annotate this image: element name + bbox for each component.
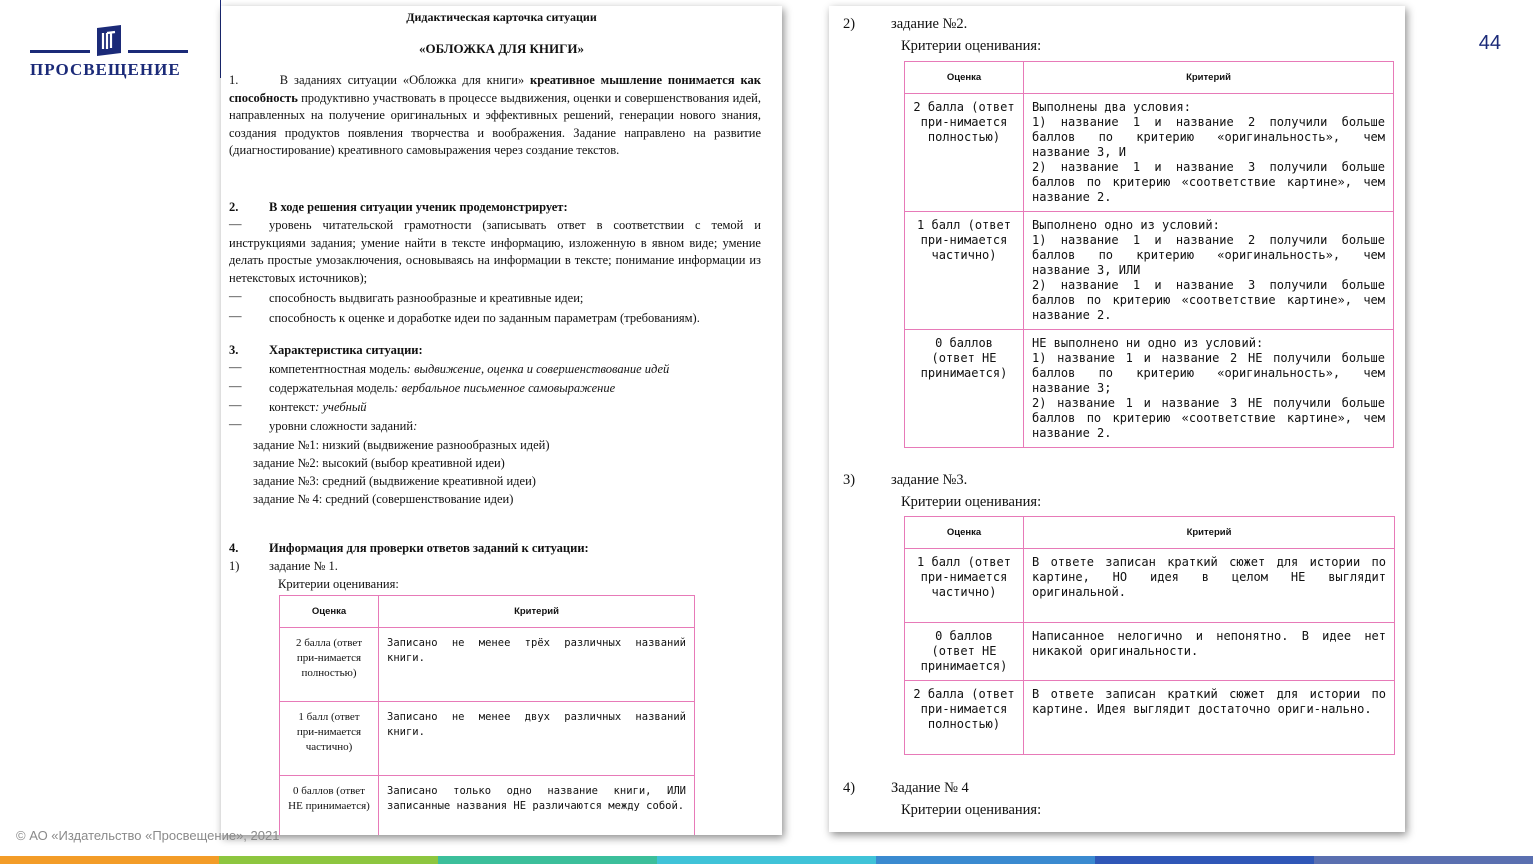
logo-book-icon (94, 24, 124, 58)
section-2-heading: В ходе решения ситуации ученик продемонстрирует: (269, 200, 568, 214)
task-3-criteria-table (904, 516, 1395, 755)
score-cell: 0 баллов (ответ НЕ принимается) (905, 623, 1024, 681)
score-cell: 1 балл (ответ при-нимается частично) (280, 702, 379, 776)
criterion-cell: В ответе записан краткий сюжет для истории по картине, НО идея в целом НЕ выглядит оригинальной. (1024, 549, 1395, 623)
task-3-label: задание №3. (891, 472, 968, 488)
score-cell: 0 баллов (ответ НЕ принимается) (905, 330, 1024, 448)
stripe-segment (657, 856, 876, 864)
section-3-number: 3. (229, 343, 239, 357)
criterion-cell: НЕ выполнено ни одно из условий: 1) название 1 и название 2 НЕ получили больше баллов по критерию «оригинальность», чем название 3; 2) название 1 и название 3 НЕ получили больше баллов по критерию «соответствие картине», чем название 2. (1024, 330, 1394, 448)
task-level-1: задание №1: низкий (выдвижение разнообразных идей) (253, 438, 550, 452)
logo-text: ПРОСВЕЩЕНИЕ (30, 60, 181, 79)
section-4-number: 4. (229, 541, 239, 555)
score-cell: 2 балла (ответ при-нимается полностью) (905, 94, 1024, 212)
stripe-segment (219, 856, 438, 864)
task-2-label: задание №2. (891, 16, 968, 32)
table-row (905, 212, 1394, 330)
task-1-number: 1) (229, 559, 240, 573)
task-level-2: задание №2: высокий (выбор креативной идеи) (253, 456, 505, 470)
card-title: Дидактическая карточка ситуации (406, 10, 597, 24)
section-2-item-2: способность выдвигать разнообразные и креативные идеи; (269, 291, 584, 305)
table-row (280, 776, 695, 836)
document-page-left (221, 6, 782, 835)
section-1-paragraph (229, 72, 761, 160)
criterion-cell: Записано не менее двух различных названий книги. (379, 702, 695, 776)
stripe-segment (438, 856, 657, 864)
criterion-cell: В ответе записан краткий сюжет для истории по картине. Идея выглядит достаточно ориги-нально. (1024, 681, 1395, 755)
criterion-cell: Записано только одно название книги, ИЛИ записанные названия НЕ различаются между собой. (379, 776, 695, 836)
card-subtitle: «ОБЛОЖКА ДЛЯ КНИГИ» (418, 41, 585, 56)
brand-logo (28, 24, 193, 84)
logo-bar-right (128, 50, 188, 53)
section-3-heading: Характеристика ситуации: (269, 343, 423, 357)
table-header-criterion: Критерий (1024, 517, 1395, 549)
page-number: 44 (1478, 32, 1501, 54)
dash-bullet: — (229, 417, 242, 431)
table-header-score: Оценка (280, 596, 379, 628)
section-2-item-3: способность к оценке и доработке идеи по заданным параметрам (требованиям). (269, 311, 700, 325)
footer-color-stripe (0, 856, 1533, 864)
score-cell: 0 баллов (ответ НЕ принимается) (280, 776, 379, 836)
table-row (905, 549, 1395, 623)
criterion-cell: Написанное нелогично и непонятно. В идее нет никакой оригинальности. (1024, 623, 1395, 681)
score-cell: 1 балл (ответ при-нимается частично) (905, 212, 1024, 330)
table-row (280, 628, 695, 702)
table-header-score: Оценка (905, 62, 1024, 94)
stripe-segment (1095, 856, 1314, 864)
table-header-criterion: Критерий (379, 596, 695, 628)
task-1-criteria-table (279, 595, 695, 835)
criterion-cell: Выполнены два условия: 1) название 1 и название 2 получили больше баллов по критерию «оригинальность», чем название 3, И 2) название 1 и название 3 получили больше баллов по критерию «соответствие картине», чем название 2. (1024, 94, 1394, 212)
task-2-criteria-table (904, 61, 1394, 448)
section-4-heading: Информация для проверки ответов заданий к ситуации: (269, 541, 589, 555)
dash-bullet: — (229, 360, 242, 374)
competence-model: компетентностная модель: выдвижение, оценка и совершенствование идей (269, 362, 670, 376)
task-level-3: задание №3: средний (выдвижение креативной идеи) (253, 474, 536, 488)
table-row (905, 330, 1394, 448)
difficulty-levels: уровни сложности заданий: (269, 419, 418, 433)
stripe-segment (0, 856, 219, 864)
document-page-right (829, 6, 1405, 832)
table-row (905, 623, 1395, 681)
dash-bullet: — (229, 379, 242, 393)
task-1-label: задание № 1. (269, 559, 338, 573)
task-2-criteria-label: Критерии оценивания: (901, 38, 1042, 54)
table-header-score: Оценка (905, 517, 1024, 549)
dash-bullet: — (229, 398, 242, 412)
stripe-segment (1314, 856, 1533, 864)
task-level-4: задание № 4: средний (совершенствование идеи) (253, 492, 514, 506)
score-cell: 2 балла (ответ при-нимается полностью) (905, 681, 1024, 755)
section-1-text-rest: продуктивно участвовать в процессе выдвижения, оценки и совершенствования идей, направленных на получение оригинальных и эффективных решений, генерации нового знания, создания продуктов появления творчества и воображения. Задание направлено на развитие (диагностирование) креативного самовыражения через создание текстов. (229, 90, 761, 157)
task-4-criteria-label: Критерии оценивания: (901, 802, 1042, 818)
stripe-segment (876, 856, 1095, 864)
score-cell: 1 балл (ответ при-нимается частично) (905, 549, 1024, 623)
section-2-item-1: уровень читательской грамотности (записывать ответ в соответствии с темой и инструкциями задания; умение найти в тексте информацию, изложенную в явном виде; умение делать простые умозаключения, основываясь на информации в тексте; понимание информации из нетекстовых источников); (229, 218, 761, 285)
criterion-cell: Выполнено одно из условий: 1) название 1 и название 2 получили больше баллов по критерию «оригинальность», чем название 3, ИЛИ 2) название 1 и название 3 получили больше баллов по критерию «соответствие картине», чем название 2. (1024, 212, 1394, 330)
dash-bullet: — (229, 289, 242, 303)
table-row (280, 702, 695, 776)
context: контекст: учебный (269, 400, 367, 414)
score-cell: 2 балла (ответ при-нимается полностью) (280, 628, 379, 702)
dash-bullet: — (229, 309, 242, 323)
criterion-cell: Записано не менее трёх различных названий книги. (379, 628, 695, 702)
table-header-criterion: Критерий (1024, 62, 1394, 94)
section-1-text: В заданиях ситуации «Обложка для книги» (279, 73, 531, 87)
table-row (905, 94, 1394, 212)
logo-bar-left (30, 50, 90, 53)
task-4-number: 4) (843, 780, 856, 796)
table-row (905, 681, 1395, 755)
task-1-criteria-label: Критерии оценивания: (278, 577, 399, 591)
dash-bullet: — (229, 217, 242, 231)
content-model: содержательная модель: вербальное письменное самовыражение (269, 381, 616, 395)
section-1-number: 1. (229, 73, 239, 87)
task-3-number: 3) (843, 472, 856, 488)
task-2-number: 2) (843, 16, 856, 32)
copyright-notice: © АО «Издательство «Просвещение», 2021 (16, 828, 280, 843)
section-1-bold: креативное мышление понимается как способность (229, 73, 762, 105)
section-2-number: 2. (229, 200, 239, 214)
task-4-label: Задание № 4 (891, 780, 969, 796)
task-3-criteria-label: Критерии оценивания: (901, 494, 1042, 510)
